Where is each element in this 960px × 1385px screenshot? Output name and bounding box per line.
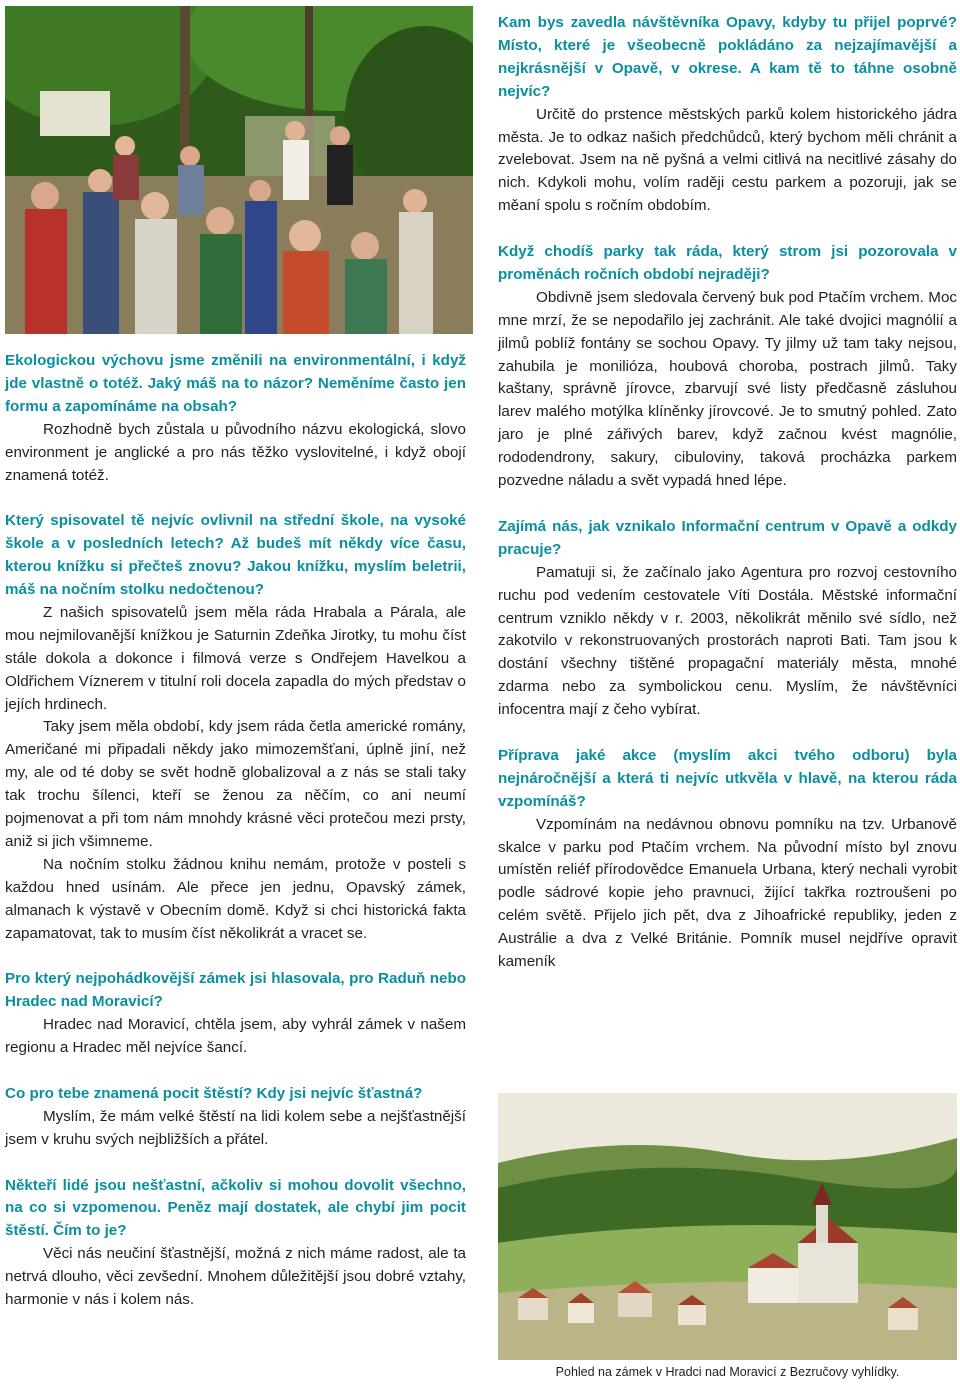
interview-question: Co pro tebe znamená pocit štěstí? Kdy jsi nejvíc šťastná?	[5, 1084, 423, 1102]
interview-answer: Obdivně jsem sledovala červený buk pod Ptačím vrchem. Moc mne mrzí, že se nepodařilo jej zachránit. Ale také dvojici magnólií a jilmů poblíž fontány se sochou Opavy. Ty jilmy už tam taky nejsou, zahubila je monilióza, houbová choroba, postrach jilmů. Taky kaštany, správně jírovce, zbarvují své listy předčasně zásluhou larev malého motýlka klíněnky jírovcové. Je to smutný pohled. Zato jaro je plné zářivých barev, když začnou kvést magnólie, rododendrony, sakury, cibuloviny, taková procházka parkem pozvedne náladu a svět vypadá hned lépe.	[498, 288, 957, 490]
interview-question: Pro který nejpohádkovější zámek jsi hlasovala, pro Raduň nebo Hradec nad Moravicí?	[5, 970, 466, 1011]
right-column-content	[498, 12, 957, 974]
interview-answer: Taky jsem měla období, kdy jsem ráda četla americké romány, Američané mi připadali někdy jako mimozemšťani, úplně jiní, než my, ale od té doby se svět hodně globalizoval a z nás se stali taky tak trochu šílenci, kteří se ženou za něčím, co ani neumí pojmenovat a při tom nám mnohdy krásné věci protečou mezi prsty, aniž si jich všimneme.	[5, 718, 466, 851]
paragraph-spacer	[5, 1060, 466, 1083]
interview-answer: Myslím, že mám velké štěstí na lidi kolem sebe a nejšťastnější jsem v kruhu svých nejbližších a přátel.	[5, 1107, 466, 1148]
interview-answer: Věci nás neučiní šťastnější, možná z nich máme radost, ale ta netrvá dlouho, věci zevšední. Mnohem důležitější jsou dobré vztahy, harmonie v nás i kolem nás.	[5, 1245, 466, 1309]
right-article-column	[498, 12, 957, 974]
interview-question: Příprava jaké akce (myslím akci tvého odboru) byla nejnáročnější a která ti nejvíc utkvěla v hlavě, na kterou ráda vzpomínáš?	[498, 746, 957, 810]
interview-answer: Určitě do prstence městských parků kolem historického jádra města. Je to odkaz našich předchůdců, který bychom měli chránit a zvelebovat. Jsem na ně pyšná a velmi citlivá na necitlivé zásahy do nich. Kdykoli mohu, volím raději cestu parkem a pozoruji, jak se měaní spolu s ročním obdobím.	[498, 105, 957, 215]
castle-photo-illustration	[498, 1093, 957, 1360]
castle-landscape-photo	[498, 1093, 957, 1360]
interview-answer: Na nočním stolku žádnou knihu nemám, protože v posteli s každou hned usínám. Ale přece jen jednu, Opavský zámek, almanach k výstavě v Obecním domě. Když si chci historická fakta zapamatovat, tak to musím číst několikrát a vracet se.	[5, 855, 466, 942]
paragraph-spacer	[5, 1152, 466, 1175]
forest-photo-illustration	[5, 6, 473, 334]
interview-question: Který spisovatel tě nejvíc ovlivnil na střední škole, na vysoké škole a v posledních letech? Až budeš mít někdy více času, kterou knížku si přečteš znovu? Jakou knížku, myslím beletrii, máš na nočním stolku nedočtenou?	[5, 512, 466, 599]
paragraph-spacer	[5, 487, 466, 510]
interview-question: Někteří lidé jsou nešťastní, ačkoliv si mohou dovolit všechno, na co si vzpomenou. Peněz mají dostatek, ale chybí jim pocit štěstí. Čím to je?	[5, 1176, 466, 1240]
paragraph-spacer	[498, 722, 957, 745]
photo-caption: Pohled na zámek v Hradci nad Moravicí z Bezručovy vyhlídky.	[555, 1365, 900, 1379]
interview-answer: Hradec nad Moravicí, chtěla jsem, aby vyhrál zámek v našem regionu a Hradec měl nejvíce šancí.	[5, 1016, 466, 1057]
forest-group-photo	[5, 6, 473, 334]
interview-question: Ekologickou výchovu jsme změnili na environmentální, i když jde vlastně o totéž. Jaký máš na to názor? Neměníme často jen formu a zapomínáme na obsah?	[5, 352, 466, 415]
interview-answer: Pamatuji si, že začínalo jako Agentura pro rozvoj cestovního ruchu pod vedením cestovatele Víti Dostála. Městské informační centrum vzniklo někdy v r. 2003, několikrát měnilo své sídlo, než zakotvilo v rekonstruovaných prostorách naproti Bati. Tam jsou k dostání všechny tištěné propagační materiály města, mnohé zdarma nebo za symbolickou cenu. Myslím, že návštěvníci infocentra mají z čeho vybírat.	[498, 563, 957, 719]
interview-answer: Rozhodně bych zůstala u původního názvu ekologická, slovo environment je anglické a pro nás těžko vyslovitelné, i když obojí znamená totéž.	[5, 420, 466, 484]
interview-answer: Z našich spisovatelů jsem měla ráda Hrabala a Párala, ale mou nejmilovanější knížkou je Saturnin Zdeňka Jirotky, tu mohu číst stále dokola a dokonce i filmová verze s Ondřejem Havelkou a Oldřichem Víznerem v titulní roli docela zapadla do mých představ o jejích hrdinech.	[5, 603, 466, 713]
interview-question: Zajímá nás, jak vznikalo Informační centrum v Opavě a odkdy pracuje?	[498, 517, 957, 558]
paragraph-spacer	[5, 946, 466, 969]
interview-question: Když chodíš parky tak ráda, který strom jsi pozorovala v proměnách ročních období nejraději?	[498, 243, 957, 283]
left-article-column	[5, 350, 466, 1312]
paragraph-spacer	[498, 218, 957, 241]
interview-answer: Vzpomínám na nedávnou obnovu pomníku na tzv. Urbanově skalce v parku pod Ptačím vrchem. Na původní místo byl znovu umístěn reliéf přírodovědce Emanuela Urbana, který nechali vyrobit podle sádrové kopie jeho pravnuci, žijící takřka roztroušeni po celém světě. Přijelo jich pět, dva z Jihoafrické republiky, jeden z Austrálie a dva z Velké Británie. Pomník musel nejdříve opravit kameník	[498, 815, 957, 971]
paragraph-spacer	[498, 493, 957, 516]
interview-question: Kam bys zavedla návštěvníka Opavy, kdyby tu přijel poprvé? Místo, které je všeobecně pokládáno za nejzajímavější a nejkrásnější v Opavě, v okrese. A kam tě to táhne osobně nejvíc?	[498, 14, 957, 100]
